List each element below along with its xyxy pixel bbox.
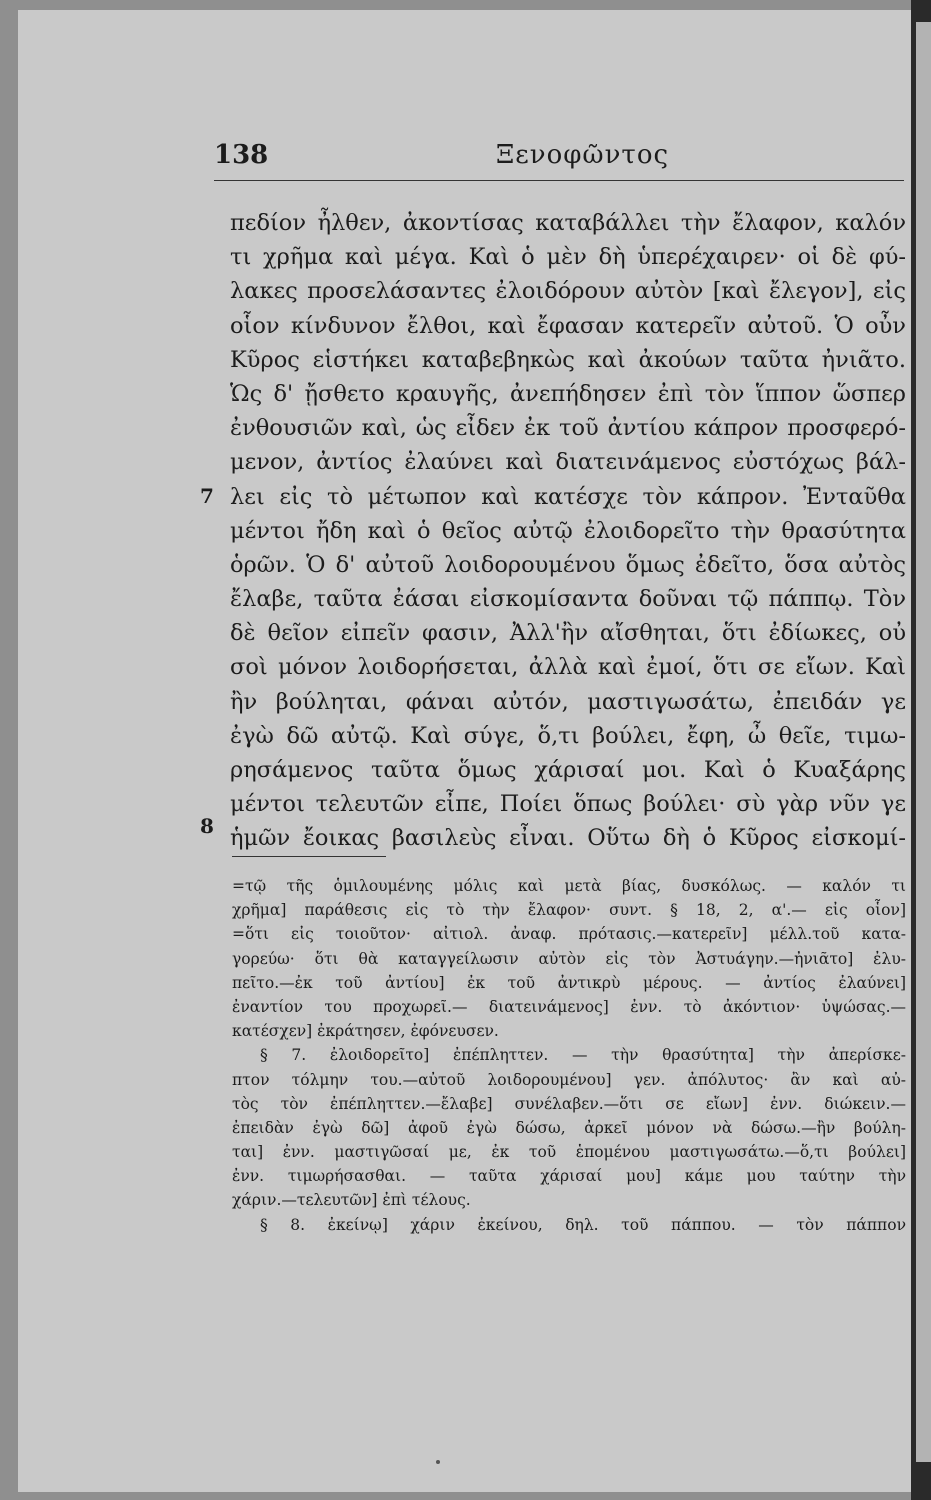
note-line: ἐνν. τιμωρήσασθαι. — ταῦτα χάρισαί μου] κάμε μου ταύτην τὴν [232,1167,906,1186]
text-line: λακες προσελάσαντες ἐλοιδόρουν αὐτὸν [καὶ ἔλεγον], εἰς [230,278,906,305]
text-line: οἷον κίνδυνον ἔλθοι, καὶ ἔφασαν κατερεῖν αὐτοῦ. Ὁ οὖν [230,312,906,339]
footnote-rule [232,856,386,857]
text-line: Κῦρος εἱστήκει καταβεβηκὼς καὶ ἀκούων ταῦτα ἠνιᾶτο. [230,346,906,373]
note-line: ἐπειδὰν ἐγὼ δῶ] ἀφοῦ ἐγὼ δώσω, ἀρκεῖ μόνον νὰ δώσω.—ἢν βούλη- [232,1118,906,1137]
text-line: ὁρῶν. Ὁ δ' αὐτοῦ λοιδορουμένου ὅμως ἐδεῖτο, ὅσα αὐτὸς [230,551,906,578]
paper-speck [436,1460,440,1464]
text-line: ἐγὼ δῶ αὐτῷ. Καὶ σύγε, ὅ,τι βούλει, ἔφη, ὦ θεῖε, τιμω- [230,722,906,749]
text-line: τι χρῆμα καὶ μέγα. Καὶ ὁ μὲν δὴ ὑπερέχαιρεν· οἱ δὲ φύ- [230,244,906,271]
text-line: μενον, ἀντίος ἐλαύνει καὶ διατεινάμενος εὐστόχως βάλ- [230,449,906,476]
note-line: ται] ἐνν. μαστιγῶσαί με, ἐκ τοῦ ἑπομένου μαστιγωσάτω.—ὅ,τι βούλει] [232,1143,906,1162]
text-line: ἢν βούληται, φάναι αὐτόν, μαστιγωσάτω, ἐπειδάν γε [230,688,906,715]
note-line: κατέσχεν] ἐκράτησεν, ἐφόνευσεν. [232,1022,499,1041]
text-line: ἡμῶν ἔοικας βασιλεὺς εἶναι. Οὕτω δὴ ὁ Κῦρος εἰσκομί- [230,825,906,852]
section-number-7: 7 [200,484,214,508]
main-text [230,206,906,856]
note-line: =τῷ τῆς ὁμιλουμένης μόλις καὶ μετὰ βίας, δυσκόλως. — καλόν τι [232,877,906,895]
text-line: Ὡς δ' ᾔσθετο κραυγῆς, ἀνεπήδησεν ἐπὶ τὸν ἵππον ὥσπερ [230,380,906,407]
text-line: μέντοι ἤδη καὶ ὁ θεῖος αὐτῷ ἐλοιδορεῖτο τὴν θρασύτητα [230,517,906,544]
text-line: λει εἰς τὸ μέτωπον καὶ κατέσχε τὸν κάπρον. Ἐνταῦθα [230,483,906,510]
text-line: σοὶ μόνον λοιδορήσεται, ἀλλὰ καὶ ἐμοί, ὅτι σε εἴων. Καὶ [230,654,906,681]
text-line: ἐνθουσιῶν καὶ, ὡς εἶδεν ἐκ τοῦ ἀντίου κάπρον προσφερό- [230,415,906,442]
note-line: πτον τόλμην του.—αὐτοῦ λοιδορουμένου] γεν. ἀπόλυτος· ἂν καὶ αὐ- [232,1070,906,1089]
note-line: χρῆμα] παράθεσις εἰς τὸ τὴν ἔλαφον· συντ. § 18, 2, α'.— εἰς οἷον] [232,901,906,920]
text-line: μέντοι τελευτῶν εἶπε, Ποίει ὅπως βούλει· σὺ γὰρ νῦν γε [230,791,906,818]
note-line: ἐναντίον του προχωρεῖ.— διατεινάμενος] ἐνν. τὸ ἀκόντιον· ὑψώσας.— [232,997,906,1016]
text-line: δὲ θεῖον εἰπεῖν φασιν, Ἀλλ'ἢν αἴσθηται, ὅτι ἐδίωκες, οὐ [230,620,906,647]
section-number-8: 8 [200,814,214,838]
note-line: πεῖτο.—ἐκ τοῦ ἀντίου] ἐκ τοῦ ἀντικρὺ μέρους. — ἀντίος ἐλαύνει] [232,973,906,992]
facing-page-edge [916,22,931,1462]
note-line: =ὅτι εἰς τοιοῦτον· αἰτιολ. ἀναφ. πρότασις.—κατερεῖν] μέλλ.τοῦ κατα- [232,925,906,944]
note-line: χάριν.—τελευτῶν] ἐπὶ τέλους. [232,1191,471,1210]
note-line: τὸς τὸν ἐπέπληττεν.—ἔλαβε] συνέλαβεν.—ὅτι σε εἴων] ἐνν. διώκειν.— [232,1094,906,1113]
footnotes [232,874,906,1237]
note-line: γορεύω· ὅτι θὰ καταγγείλωσιν αὐτὸν εἰς τὸν Ἀστυάγην.—ἠνιᾶτο] ἐλυ- [232,949,906,968]
page-header [214,140,904,181]
page-number: 138 [214,140,269,170]
note-line: § 8. ἐκείνῳ] χάριν ἐκείνου, δηλ. τοῦ πάππου. — τὸν πάππον [260,1215,906,1234]
text-line: πεδίον ἦλθεν, ἀκοντίσας καταβάλλει τὴν ἔλαφον, καλόν [230,210,906,236]
running-title: Ξενοφῶντος [496,140,670,170]
note-line: § 7. ἐλοιδορεῖτο] ἐπέπληττεν. — τὴν θρασύτητα] τὴν ἀπερίσκε- [260,1046,906,1065]
text-line: ἔλαβε, ταῦτα ἐάσαι εἰσκομίσαντα δοῦναι τῷ πάππῳ. Τὸν [230,586,906,613]
text-line: ρησάμενος ταῦτα ὅμως χάρισαί μοι. Καὶ ὁ Κυαξάρης [230,757,906,783]
